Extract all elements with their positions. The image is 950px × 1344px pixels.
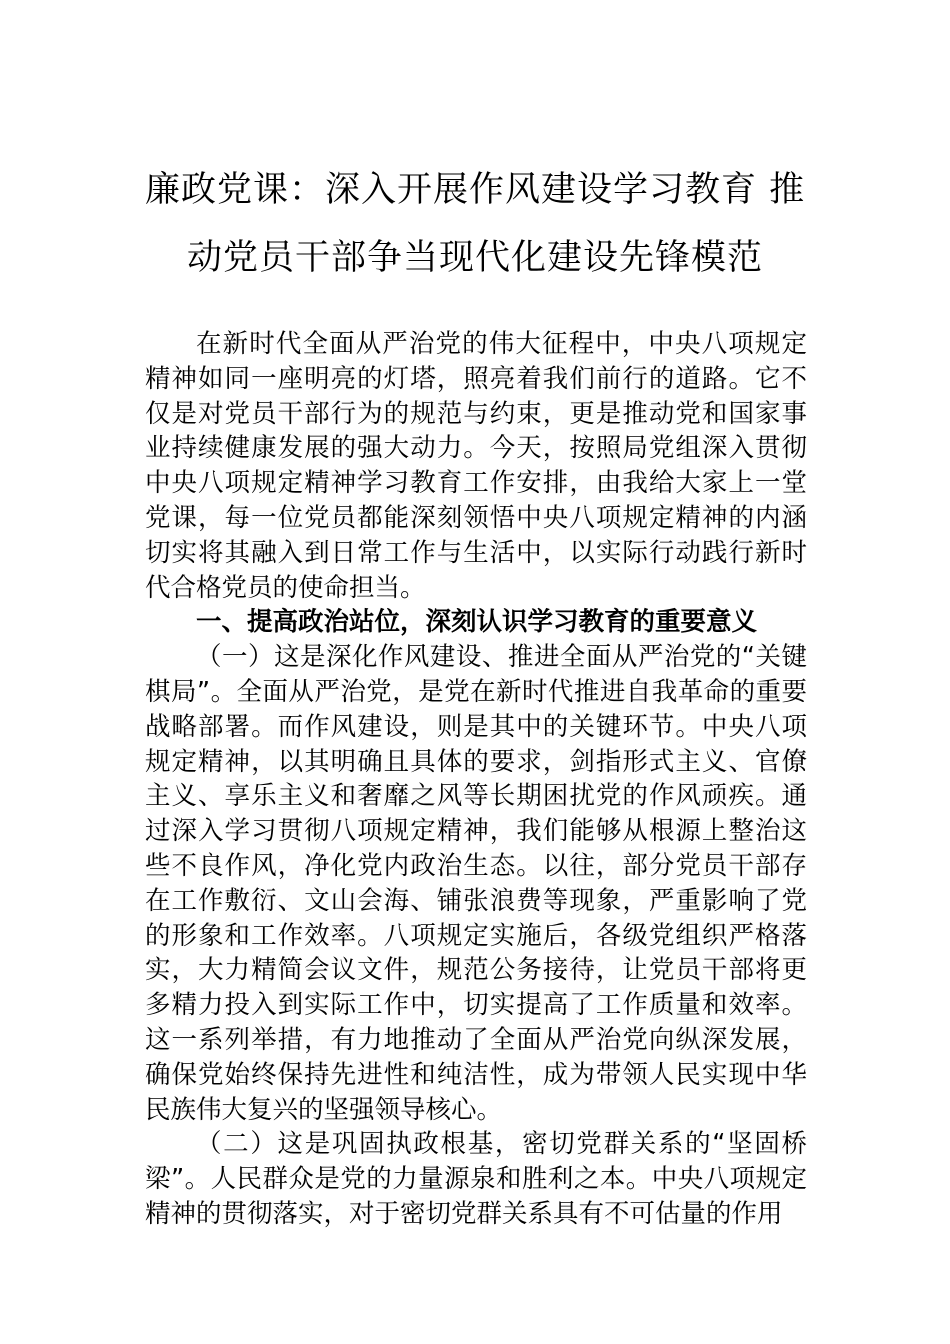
document-title-line-1: 廉政党课：深入开展作风建设学习教育 推: [145, 170, 806, 210]
document-body: [145, 327, 807, 1232]
subsection-paragraph-1: （一）这是深化作风建设、推进全面从严治党的“关键棋局”。全面从严治党，是党在新时代推进自我革命的重要战略部署。而作风建设，则是其中的关键环节。中央八项规定精神，以其明确且具体的要求，剑指形式主义、官僚主义、享乐主义和奢靡之风等长期困扰党的作风顽疾。通过深入学习贯彻八项规定精神，我们能够从根源上整治这些不良作风，净化党内政治生态。以往，部分党员干部存在工作敷衍、文山会海、铺张浪费等现象，严重影响了党的形象和工作效率。八项规定实施后，各级党组织严格落实，大力精简会议文件，规范公务接待，让党员干部将更多精力投入到实际工作中，切实提高了工作质量和效率。这一系列举措，有力地推动了全面从严治党向纵深发展，确保党始终保持先进性和纯洁性，成为带领人民实现中华民族伟大复兴的坚强领导核心。: [145, 642, 807, 1125]
document-title-line-2: 动党员干部争当现代化建设先锋模范: [186, 238, 763, 278]
section-heading-1: 一、提高政治站位，深刻认识学习教育的重要意义: [196, 607, 758, 638]
intro-paragraph: 在新时代全面从严治党的伟大征程中，中央八项规定精神如同一座明亮的灯塔，照亮着我们前行的道路。它不仅是对党员干部行为的规范与约束，更是推动党和国家事业持续健康发展的强大动力。今天，按照局党组深入贯彻中央八项规定精神学习教育工作安排，由我给大家上一堂党课，每一位党员都能深刻领悟中央八项规定精神的内涵切实将其融入到日常工作与生活中，以实际行动践行新时代合格党员的使命担当。: [145, 329, 807, 603]
subsection-paragraph-2: （二）这是巩固执政根基，密切党群关系的“坚固桥梁”。人民群众是党的力量源泉和胜利之本。中央八项规定精神的贯彻落实，对于密切党群关系具有不可估量的作用: [145, 1129, 807, 1229]
